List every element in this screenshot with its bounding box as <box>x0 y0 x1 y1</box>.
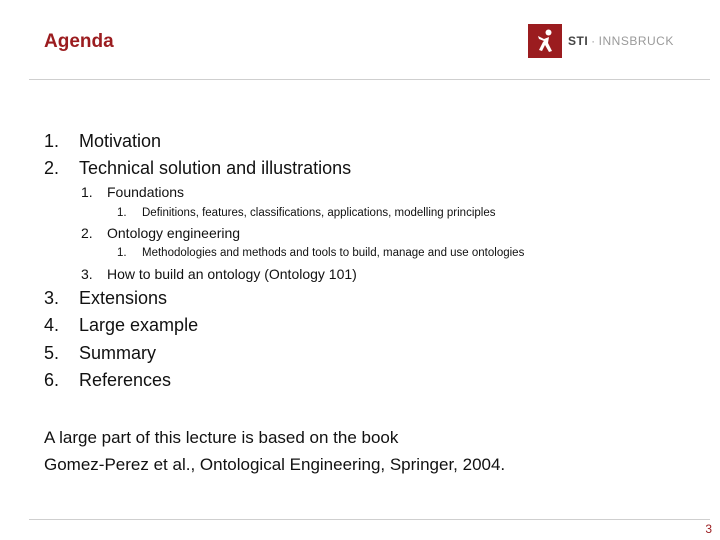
footer-divider <box>29 519 710 520</box>
agenda-item-label: Technical solution and illustrations <box>79 158 352 178</box>
source-note-line-2: Gomez-Perez et al., Ontological Engineering, Springer, 2004. <box>44 455 506 474</box>
logo-separator: · <box>591 34 596 48</box>
logo-figure-icon <box>528 24 562 58</box>
agenda-subitem-number: 3. <box>81 266 93 282</box>
agenda-item-label: Motivation <box>79 131 162 151</box>
source-note <box>44 424 505 478</box>
agenda-item-number: 4. <box>44 315 60 335</box>
agenda-subitem-label: Foundations <box>107 184 185 200</box>
agenda-subitem-number: 1. <box>81 184 93 200</box>
agenda-subsubitem-number: 1. <box>117 247 127 259</box>
logo-sti: STI <box>568 34 589 48</box>
logo-mark-icon <box>528 24 562 58</box>
page-number: 3 <box>705 522 712 536</box>
agenda-subsubitem-label: Definitions, features, classifications, applications, modelling principles <box>142 207 496 219</box>
logo-text <box>568 34 674 48</box>
header-divider <box>29 79 710 80</box>
agenda-item-label: Extensions <box>79 288 168 308</box>
agenda-item-number: 6. <box>44 370 60 390</box>
agenda-subitem-number: 2. <box>81 225 93 241</box>
agenda-item-number: 2. <box>44 158 60 178</box>
agenda-subitem-label: Ontology engineering <box>107 225 241 241</box>
agenda-subsubitem-number: 1. <box>117 207 127 219</box>
agenda-subitem-label: How to build an ontology (Ontology 101) <box>107 266 357 282</box>
agenda-item-label: Summary <box>79 343 157 363</box>
agenda-item-number: 5. <box>44 343 60 363</box>
agenda-item-number: 1. <box>44 131 60 151</box>
slide-title: Agenda <box>44 31 114 52</box>
agenda-item-number: 3. <box>44 288 60 308</box>
agenda-item-label: References <box>79 370 172 390</box>
logo-location: INNSBRUCK <box>598 34 674 48</box>
agenda-item-label: Large example <box>79 315 199 335</box>
agenda-subsubitem-label: Methodologies and methods and tools to build, manage and use ontologies <box>142 247 525 259</box>
source-note-line-1: A large part of this lecture is based on the book <box>44 428 399 447</box>
